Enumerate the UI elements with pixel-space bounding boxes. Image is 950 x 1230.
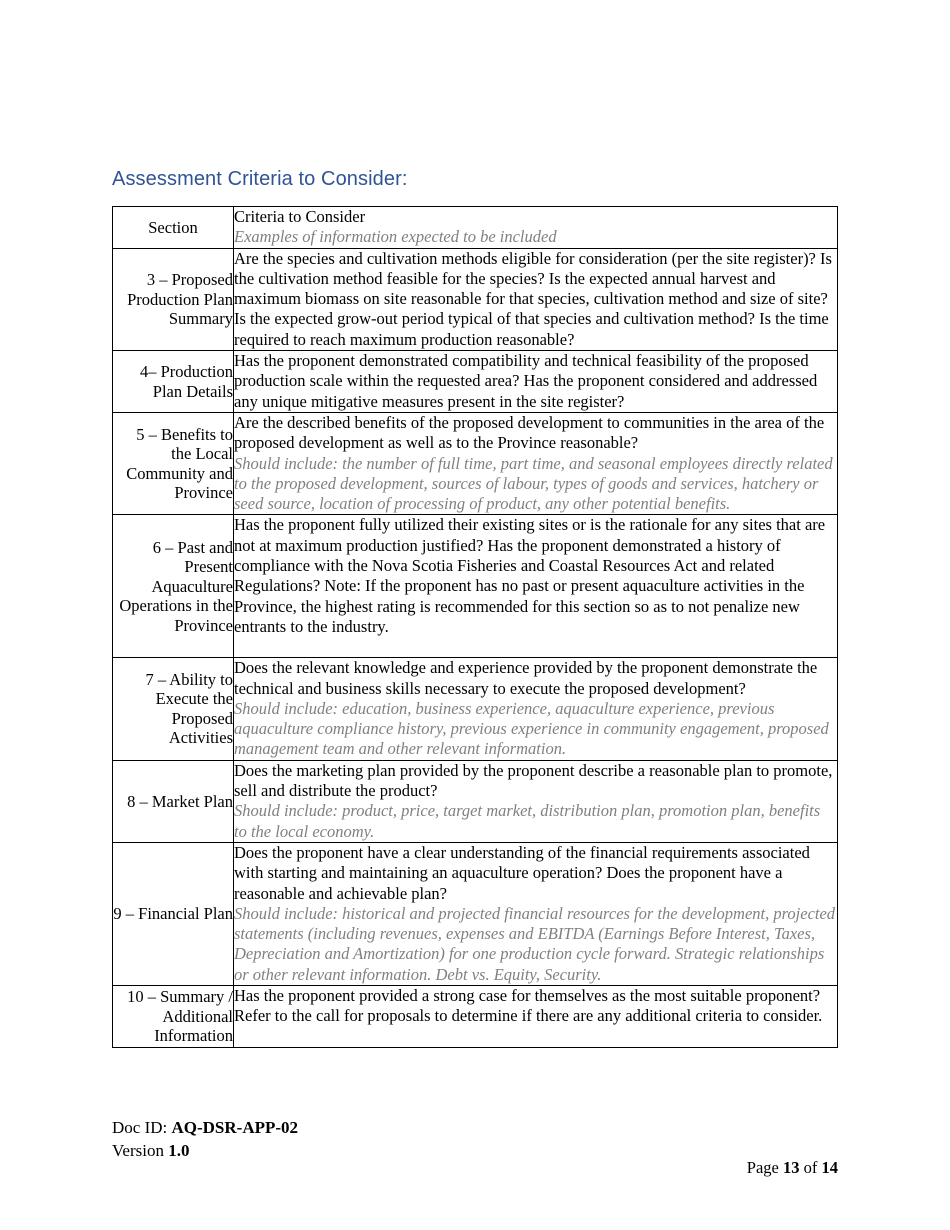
criteria-text: Has the proponent demonstrated compatibility and technical feasibility of the proposed production scale within the requested area? Has the proponent considered and addressed any unique mitigative measures present in the site register? <box>234 351 818 411</box>
criteria-text: Has the proponent provided a strong case for themselves as the most suitable proponent? Refer to the call for proposals to determine if there are any additional criteria to consider. <box>234 985 823 1026</box>
doc-id-line <box>112 1116 298 1139</box>
doc-id-value: AQ-DSR-APP-02 <box>171 1118 299 1137</box>
version-label: Version <box>112 1141 164 1160</box>
table-row <box>113 760 838 842</box>
table-header-row <box>113 207 838 249</box>
criteria-cell <box>234 842 838 985</box>
table-body <box>113 207 838 1048</box>
section-cell: 7 – Ability to Execute the Proposed Activities <box>113 658 234 760</box>
document-footer <box>112 1116 298 1162</box>
section-cell: 8 – Market Plan <box>113 760 234 842</box>
table-row <box>113 658 838 760</box>
table-row <box>113 985 838 1047</box>
page-prefix: Page <box>746 1158 779 1177</box>
section-cell: 5 – Benefits to the Local Community and Province <box>113 412 234 514</box>
page-current: 13 <box>783 1158 800 1177</box>
criteria-cell <box>234 515 838 658</box>
criteria-cell <box>234 985 838 1047</box>
criteria-text: Does the relevant knowledge and experience provided by the proponent demonstrate the technical and business skills necessary to execute the proposed development? <box>234 658 818 698</box>
header-criteria-subtitle: Examples of information expected to be included <box>234 227 557 247</box>
version-value: 1.0 <box>168 1141 190 1160</box>
criteria-examples: Should include: education, business experience, aquaculture experience, previous aquaculture compliance history, previous experience in community engagement, proposed management team and other relevant information. <box>234 698 829 759</box>
criteria-cell <box>234 760 838 842</box>
criteria-examples: Should include: product, price, target market, distribution plan, promotion plan, benefits to the local economy. <box>234 801 821 841</box>
criteria-examples: Should include: the number of full time, part time, and seasonal employees directly related to the proposed development, sources of labour, types of goods and services, hatchery or seed source, location of processing of product, any other potential benefits. <box>234 453 833 514</box>
cell-spacer <box>234 637 837 657</box>
cell-spacer <box>234 1027 837 1047</box>
table-row <box>113 351 838 413</box>
criteria-text: Are the species and cultivation methods eligible for consideration (per the site register)? Is the cultivation method feasible for the species? Is the expected annual harvest and maximum biomass on site reasonable for that species, cultivation method and size of site? Is the expected grow-out period typical of that species and cultivation method? Is the time required to reach maximum production reasonable? <box>234 248 832 349</box>
section-cell: 4– Production Plan Details <box>113 351 234 413</box>
section-cell: 9 – Financial Plan <box>113 842 234 985</box>
page-total: 14 <box>821 1158 838 1177</box>
page-title: Assessment Criteria to Consider: <box>112 168 408 190</box>
table-row <box>113 248 838 350</box>
table-row <box>113 412 838 514</box>
criteria-cell <box>234 351 838 413</box>
page-number <box>0 1158 838 1178</box>
criteria-examples: Should include: historical and projected financial resources for the development, projected statements (including revenues, expenses and EBITDA (Earnings Before Interest, Taxes, Depreciation and Amortization) for one production cycle forward. Strategic relationships or other relevant information. Debt vs. Equity, Security. <box>234 903 836 984</box>
table-row <box>113 842 838 985</box>
section-cell: 3 – Proposed Production Plan Summary <box>113 248 234 350</box>
criteria-cell <box>234 658 838 760</box>
criteria-cell <box>234 248 838 350</box>
page-of-label: of <box>803 1158 818 1177</box>
header-cell-section: Section <box>113 207 234 249</box>
section-cell: 10 – Summary / Additional Information <box>113 985 234 1047</box>
criteria-text: Does the proponent have a clear understanding of the financial requirements associated with starting and maintaining an aquaculture operation? Does the proponent have a reasonable and achievable plan? <box>234 842 810 903</box>
header-cell-criteria <box>234 207 838 249</box>
section-cell: 6 – Past and Present Aquaculture Operations in the Province <box>113 515 234 658</box>
header-criteria-title: Criteria to Consider <box>234 207 366 226</box>
table-row <box>113 515 838 658</box>
criteria-text: Does the marketing plan provided by the proponent describe a reasonable plan to promote, sell and distribute the product? <box>234 760 833 801</box>
doc-id-label: Doc ID: <box>112 1118 168 1137</box>
criteria-text: Has the proponent fully utilized their existing sites or is the rationale for any sites that are not at maximum production justified? Has the proponent demonstrated a history of compliance with the Nova Scotia Fisheries and Coastal Resources Act and related Regulations? Note: If the proponent has no past or present aquaculture activities in the Province, the highest rating is recommended for this section so as to not penalize new entrants to the industry. <box>234 515 826 636</box>
criteria-cell <box>234 412 838 514</box>
criteria-text: Are the described benefits of the proposed development to communities in the area of the proposed development as well as to the Province reasonable? <box>234 412 825 453</box>
assessment-criteria-table <box>112 206 838 1048</box>
